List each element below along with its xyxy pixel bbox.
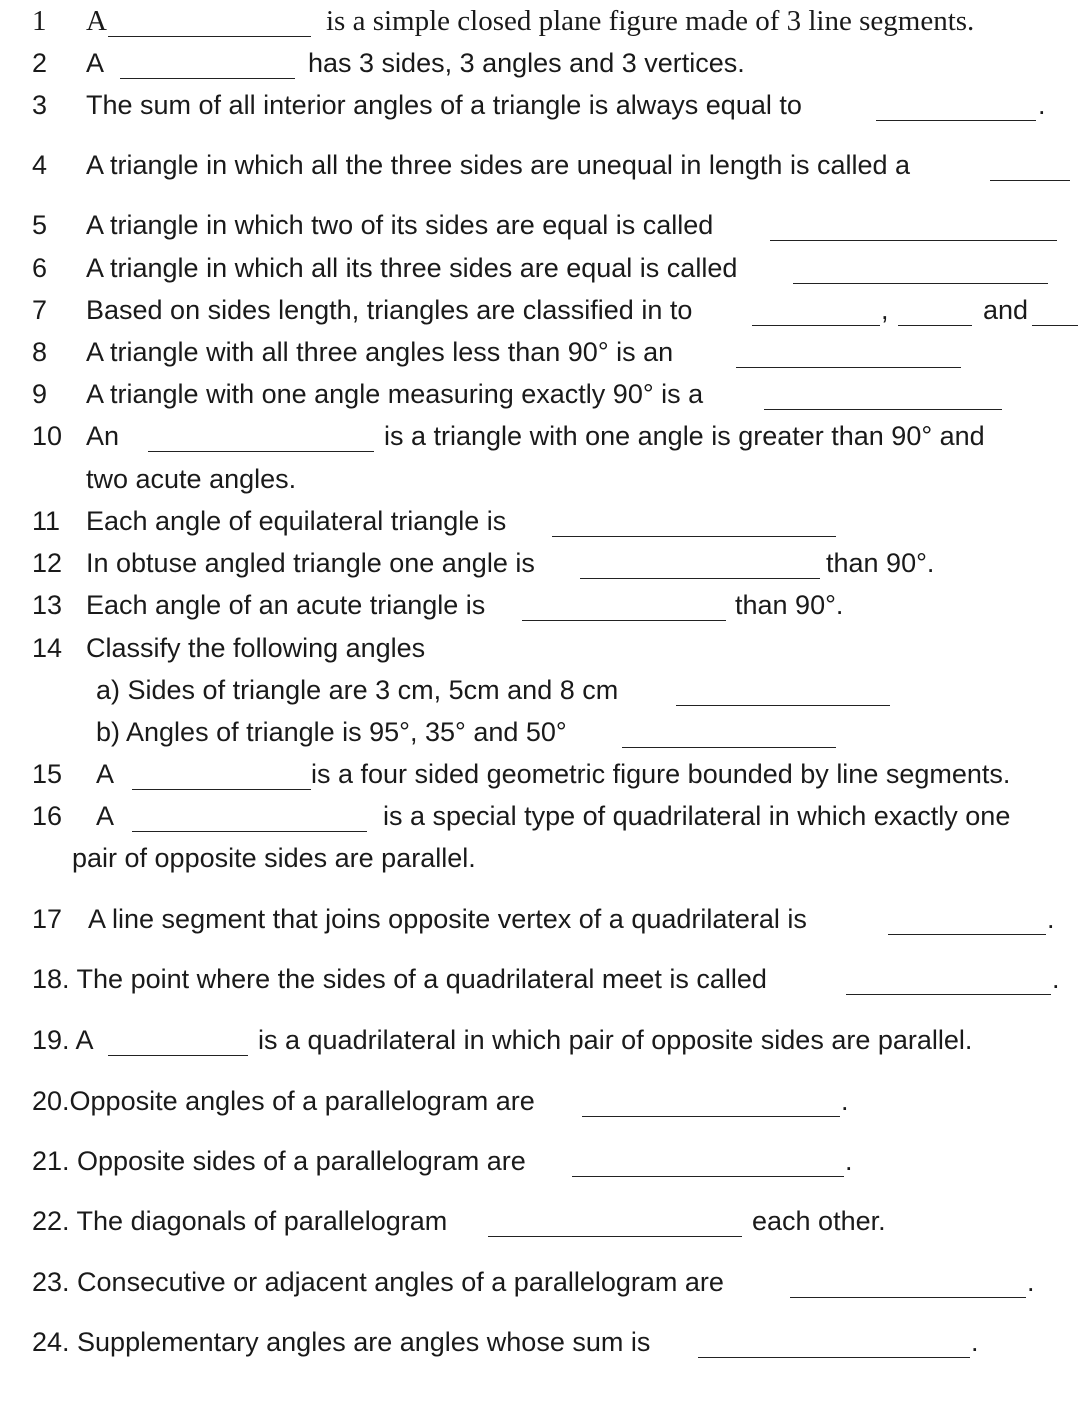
answer-blank[interactable] bbox=[790, 1297, 1026, 1298]
question-text: is a four sided geometric figure bounded by line segments. bbox=[311, 759, 1011, 789]
question-text: Each angle of equilateral triangle is bbox=[86, 506, 507, 536]
question-text: 18. The point where the sides of a quadrilateral meet is called bbox=[32, 964, 767, 994]
question-text: , bbox=[881, 295, 889, 325]
question-text: 19. A bbox=[32, 1025, 94, 1055]
question-number: 6 bbox=[32, 253, 48, 283]
question-number: 14 bbox=[32, 633, 63, 663]
question-number: 9 bbox=[32, 379, 48, 409]
answer-blank[interactable] bbox=[898, 325, 972, 326]
answer-blank[interactable] bbox=[108, 36, 311, 37]
question-number: 4 bbox=[32, 150, 48, 180]
question-number: 15 bbox=[32, 759, 63, 789]
answer-blank[interactable] bbox=[488, 1236, 742, 1237]
question-text: . bbox=[841, 1086, 849, 1116]
answer-blank[interactable] bbox=[990, 180, 1070, 181]
answer-blank[interactable] bbox=[132, 789, 311, 790]
question-text: 22. The diagonals of parallelogram bbox=[32, 1206, 448, 1236]
question-text: than 90°. bbox=[735, 590, 844, 620]
question-text: . bbox=[1052, 964, 1060, 994]
answer-blank[interactable] bbox=[764, 409, 1002, 410]
answer-blank[interactable] bbox=[793, 283, 1048, 284]
question-text: and bbox=[983, 295, 1029, 325]
question-number: 12 bbox=[32, 548, 63, 578]
question-number: 5 bbox=[32, 210, 48, 240]
question-text: The sum of all interior angles of a triangle is always equal to bbox=[86, 90, 802, 120]
answer-blank[interactable] bbox=[148, 451, 374, 452]
question-text: A bbox=[96, 759, 115, 789]
answer-blank[interactable] bbox=[752, 325, 880, 326]
question-text: A bbox=[86, 5, 107, 37]
question-text: is a triangle with one angle is greater than 90° and bbox=[384, 421, 985, 451]
question-text: A triangle with all three angles less than 90° is an bbox=[86, 337, 674, 367]
answer-blank[interactable] bbox=[736, 367, 961, 368]
question-number: 11 bbox=[32, 506, 61, 536]
question-text: Each angle of an acute triangle is bbox=[86, 590, 486, 620]
question-text: 20.Opposite angles of a parallelogram are bbox=[32, 1086, 535, 1116]
question-text: A triangle in which all the three sides are unequal in length is called a bbox=[86, 150, 911, 180]
question-text: A bbox=[96, 801, 115, 831]
answer-blank[interactable] bbox=[120, 78, 295, 79]
question-text: is a simple closed plane figure made of 3 line segments. bbox=[326, 5, 975, 37]
answer-blank[interactable] bbox=[622, 747, 836, 748]
question-text: is a quadrilateral in which pair of opposite sides are parallel. bbox=[258, 1025, 973, 1055]
question-text: than 90°. bbox=[826, 548, 935, 578]
answer-blank[interactable] bbox=[108, 1055, 248, 1056]
answer-blank[interactable] bbox=[580, 578, 820, 579]
question-text: . bbox=[1038, 90, 1046, 120]
question-number: 13 bbox=[32, 590, 63, 620]
answer-blank[interactable] bbox=[876, 120, 1036, 121]
question-text: . bbox=[1047, 904, 1055, 934]
sub-question-b: b) Angles of triangle is 95°, 35° and 50° bbox=[96, 717, 567, 747]
answer-blank[interactable] bbox=[582, 1116, 840, 1117]
answer-blank[interactable] bbox=[572, 1176, 844, 1177]
answer-blank[interactable] bbox=[522, 620, 726, 621]
question-text: A triangle in which all its three sides are equal is called bbox=[86, 253, 738, 283]
question-text: Classify the following angles bbox=[86, 633, 426, 663]
answer-blank[interactable] bbox=[770, 240, 1057, 241]
question-text: two acute angles. bbox=[86, 464, 297, 494]
question-number: 3 bbox=[32, 90, 48, 120]
question-text: An bbox=[86, 421, 120, 451]
question-text: each other. bbox=[752, 1206, 886, 1236]
question-number: 8 bbox=[32, 337, 48, 367]
question-text: A triangle with one angle measuring exactly 90° is a bbox=[86, 379, 704, 409]
question-text: is a special type of quadrilateral in which exactly one bbox=[383, 801, 1011, 831]
question-text: A triangle in which two of its sides are equal is called bbox=[86, 210, 714, 240]
question-text: In obtuse angled triangle one angle is bbox=[86, 548, 535, 578]
sub-question-a: a) Sides of triangle are 3 cm, 5cm and 8 cm bbox=[96, 675, 619, 705]
question-number: 16 bbox=[32, 801, 63, 831]
answer-blank[interactable] bbox=[552, 536, 836, 537]
answer-blank[interactable] bbox=[888, 934, 1046, 935]
answer-blank[interactable] bbox=[846, 994, 1051, 995]
question-text: has 3 sides, 3 angles and 3 vertices. bbox=[308, 48, 745, 78]
question-text: 21. Opposite sides of a parallelogram are bbox=[32, 1146, 526, 1176]
question-number: 1 bbox=[32, 5, 47, 37]
question-text: 24. Supplementary angles are angles whose sum is bbox=[32, 1327, 651, 1357]
question-text: A bbox=[86, 48, 105, 78]
question-number: 7 bbox=[32, 295, 48, 325]
answer-blank[interactable] bbox=[676, 705, 890, 706]
question-number: 17 bbox=[32, 904, 63, 934]
question-number: 10 bbox=[32, 421, 63, 451]
question-text: pair of opposite sides are parallel. bbox=[72, 843, 476, 873]
question-text: . bbox=[971, 1327, 979, 1357]
answer-blank[interactable] bbox=[698, 1357, 970, 1358]
question-text: . bbox=[845, 1146, 853, 1176]
question-text: 23. Consecutive or adjacent angles of a parallelogram are bbox=[32, 1267, 724, 1297]
question-text: . bbox=[1027, 1267, 1035, 1297]
answer-blank[interactable] bbox=[1032, 325, 1078, 326]
question-text: Based on sides length, triangles are classified in to bbox=[86, 295, 693, 325]
answer-blank[interactable] bbox=[132, 831, 367, 832]
question-text: A line segment that joins opposite vertex of a quadrilateral is bbox=[88, 904, 807, 934]
question-number: 2 bbox=[32, 48, 48, 78]
